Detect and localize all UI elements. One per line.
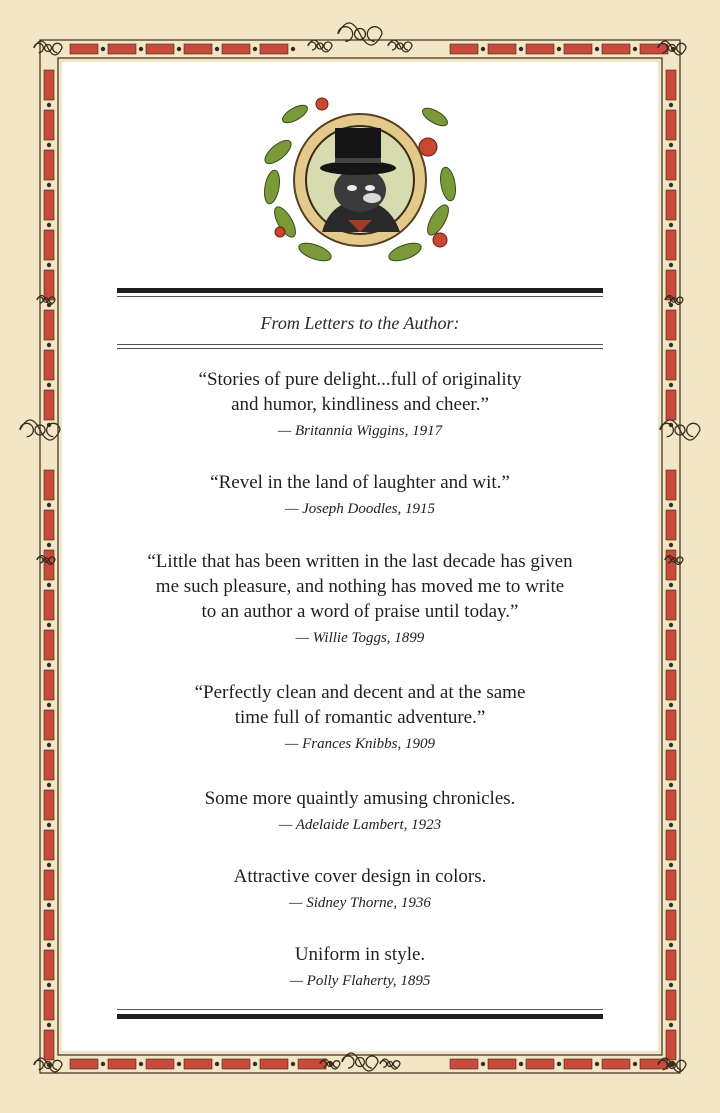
testimonial-2 bbox=[117, 470, 603, 520]
border-bead bbox=[47, 103, 51, 107]
quote-line: “Little that has been written in the last decade has given bbox=[147, 551, 573, 572]
testimonials-page bbox=[117, 0, 603, 1113]
border-segment bbox=[666, 790, 676, 820]
border-bead bbox=[101, 1062, 105, 1066]
border-segment bbox=[44, 390, 54, 420]
border-bead bbox=[669, 143, 673, 147]
border-bead bbox=[669, 903, 673, 907]
border-bead bbox=[669, 943, 673, 947]
border-segment bbox=[666, 350, 676, 380]
testimonial-7 bbox=[117, 942, 603, 992]
border-segment bbox=[666, 110, 676, 140]
border-segment bbox=[666, 750, 676, 780]
bottom-rule-thin bbox=[117, 1009, 603, 1010]
testimonial-4 bbox=[117, 680, 603, 755]
border-bead bbox=[47, 903, 51, 907]
quote-line: and humor, kindliness and cheer.” bbox=[231, 394, 489, 415]
border-segment bbox=[44, 550, 54, 580]
border-bead bbox=[47, 543, 51, 547]
border-segment bbox=[44, 1030, 54, 1060]
border-segment bbox=[70, 44, 98, 54]
scroll-ornament bbox=[34, 41, 62, 55]
border-bead bbox=[669, 263, 673, 267]
border-segment bbox=[666, 550, 676, 580]
border-bead bbox=[47, 623, 51, 627]
border-segment bbox=[44, 510, 54, 540]
border-segment bbox=[666, 310, 676, 340]
border-bead bbox=[47, 783, 51, 787]
top-rule-thin bbox=[117, 296, 603, 297]
border-segment bbox=[44, 910, 54, 940]
border-segment bbox=[666, 710, 676, 740]
border-bead bbox=[669, 663, 673, 667]
border-segment bbox=[602, 44, 630, 54]
border-segment bbox=[44, 470, 54, 500]
border-segment bbox=[666, 70, 676, 100]
border-bead bbox=[47, 663, 51, 667]
border-segment bbox=[44, 790, 54, 820]
border-bead bbox=[101, 47, 105, 51]
border-segment bbox=[44, 630, 54, 660]
testimonial-1 bbox=[117, 367, 603, 442]
border-bead bbox=[669, 343, 673, 347]
border-bead bbox=[669, 383, 673, 387]
border-bead bbox=[669, 583, 673, 587]
testimonial-3 bbox=[117, 549, 603, 649]
border-segment bbox=[44, 830, 54, 860]
border-segment bbox=[44, 230, 54, 260]
border-bead bbox=[47, 343, 51, 347]
border-bead bbox=[669, 783, 673, 787]
border-bead bbox=[47, 743, 51, 747]
border-bead bbox=[669, 623, 673, 627]
border-bead bbox=[47, 143, 51, 147]
quote-attribution: — Britannia Wiggins, 1917 bbox=[277, 423, 443, 439]
border-segment bbox=[666, 510, 676, 540]
border-bead bbox=[47, 823, 51, 827]
border-bead bbox=[669, 703, 673, 707]
border-bead bbox=[47, 383, 51, 387]
border-bead bbox=[669, 103, 673, 107]
border-bead bbox=[47, 703, 51, 707]
border-bead bbox=[669, 823, 673, 827]
border-segment bbox=[44, 270, 54, 300]
top-rule-thick bbox=[117, 288, 603, 293]
border-segment bbox=[44, 670, 54, 700]
border-segment bbox=[666, 830, 676, 860]
border-bead bbox=[669, 503, 673, 507]
quote-line: “Stories of pure delight...full of originality bbox=[198, 369, 522, 390]
border-segment bbox=[44, 350, 54, 380]
border-bead bbox=[633, 1062, 637, 1066]
testimonial-5 bbox=[117, 786, 603, 836]
section-heading: From Letters to the Author: bbox=[260, 313, 460, 333]
quote-line: Some more quaintly amusing chronicles. bbox=[204, 788, 516, 809]
border-segment bbox=[44, 750, 54, 780]
testimonial-6 bbox=[117, 864, 603, 914]
border-segment bbox=[44, 110, 54, 140]
border-bead bbox=[47, 583, 51, 587]
border-segment bbox=[666, 190, 676, 220]
border-bead bbox=[47, 943, 51, 947]
border-bead bbox=[669, 543, 673, 547]
border-segment bbox=[44, 310, 54, 340]
border-bead bbox=[47, 863, 51, 867]
border-segment bbox=[666, 230, 676, 260]
border-segment bbox=[44, 710, 54, 740]
border-bead bbox=[633, 47, 637, 51]
border-segment bbox=[44, 950, 54, 980]
border-segment bbox=[44, 590, 54, 620]
border-bead bbox=[47, 503, 51, 507]
quote-attribution: — Frances Knibbs, 1909 bbox=[285, 736, 435, 752]
border-segment bbox=[666, 990, 676, 1020]
quote-line: Uniform in style. bbox=[294, 944, 426, 965]
border-segment bbox=[666, 950, 676, 980]
border-segment bbox=[666, 590, 676, 620]
quote-attribution: — Joseph Doodles, 1915 bbox=[285, 501, 435, 517]
quote-line: time full of romantic adventure.” bbox=[234, 707, 486, 728]
border-segment bbox=[666, 470, 676, 500]
border-bead bbox=[47, 263, 51, 267]
quote-line: to an author a word of praise until today.” bbox=[201, 601, 519, 622]
quote-attribution: — Willie Toggs, 1899 bbox=[295, 630, 425, 646]
border-segment bbox=[666, 910, 676, 940]
border-bead bbox=[47, 983, 51, 987]
border-segment bbox=[44, 190, 54, 220]
border-bead bbox=[669, 743, 673, 747]
border-segment bbox=[666, 390, 676, 420]
border-bead bbox=[669, 223, 673, 227]
border-segment bbox=[666, 670, 676, 700]
border-bead bbox=[47, 1023, 51, 1027]
quote-attribution: — Adelaide Lambert, 1923 bbox=[278, 817, 442, 833]
quote-line: Attractive cover design in colors. bbox=[233, 866, 487, 887]
border-segment bbox=[44, 150, 54, 180]
border-segment bbox=[666, 1030, 676, 1060]
border-segment bbox=[602, 1059, 630, 1069]
border-bead bbox=[669, 863, 673, 867]
border-segment bbox=[666, 630, 676, 660]
border-segment bbox=[44, 70, 54, 100]
border-bead bbox=[669, 1023, 673, 1027]
heading-rule-thin-1 bbox=[117, 344, 603, 345]
bottom-rule-thick bbox=[117, 1014, 603, 1019]
quote-line: “Perfectly clean and decent and at the same bbox=[194, 682, 526, 703]
quote-attribution: — Polly Flaherty, 1895 bbox=[289, 973, 431, 989]
top-hat-gentleman-medallion-icon bbox=[260, 92, 460, 272]
border-segment bbox=[666, 150, 676, 180]
border-segment bbox=[70, 1059, 98, 1069]
heading-rule-thin-2 bbox=[117, 348, 603, 349]
quote-line: me such pleasure, and nothing has moved me to write bbox=[155, 576, 565, 597]
border-bead bbox=[47, 183, 51, 187]
quote-attribution: — Sidney Thorne, 1936 bbox=[289, 895, 431, 911]
border-bead bbox=[669, 183, 673, 187]
border-segment bbox=[666, 870, 676, 900]
border-segment bbox=[44, 870, 54, 900]
border-bead bbox=[669, 983, 673, 987]
border-segment bbox=[44, 990, 54, 1020]
quote-line: “Revel in the land of laughter and wit.” bbox=[210, 472, 510, 493]
border-bead bbox=[47, 223, 51, 227]
